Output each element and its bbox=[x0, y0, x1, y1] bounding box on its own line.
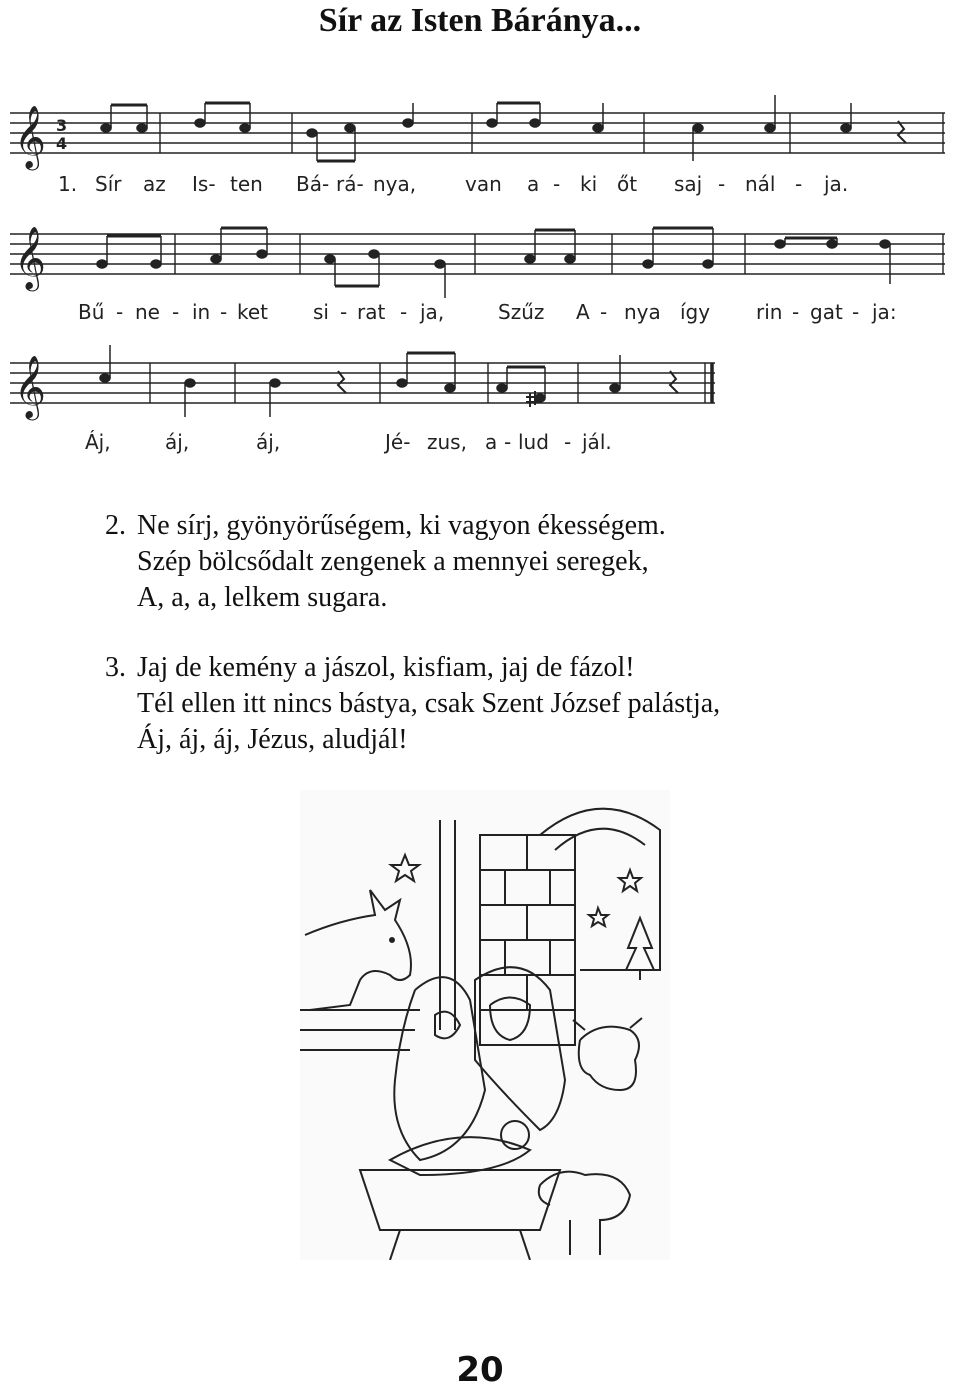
syllable: Szűz bbox=[498, 300, 545, 324]
syllable: Is- bbox=[192, 172, 216, 196]
syllable: nya, bbox=[373, 172, 417, 196]
verse-2-number: 2. bbox=[105, 510, 126, 541]
svg-text:3: 3 bbox=[56, 116, 68, 135]
verse-2-line-1: 2. Ne sírj, gyönyörűségem, ki vagyon ékességem. bbox=[105, 508, 666, 544]
verse-2-line-2: Szép bölcsődalt zengenek a mennyei seregek, bbox=[137, 546, 649, 577]
lyrics-line-3 bbox=[0, 430, 960, 456]
verse-2-line-3: A, a, a, lelkem sugara. bbox=[137, 582, 388, 613]
music-staff-3 bbox=[10, 345, 730, 425]
syllable: nál bbox=[745, 172, 776, 196]
verse-3-line-1: 3. Jaj de kemény a jászol, kisfiam, jaj de fázol! bbox=[105, 650, 720, 686]
syllable: rá- bbox=[336, 172, 364, 196]
svg-text:4: 4 bbox=[56, 134, 68, 153]
syllable: ne bbox=[135, 300, 160, 324]
syllable: gat bbox=[810, 300, 843, 324]
syllable: ja: bbox=[872, 300, 897, 324]
syllable: jál. bbox=[582, 430, 612, 454]
syllable: ten bbox=[230, 172, 263, 196]
nativity-illustration bbox=[300, 790, 670, 1265]
syllable: az bbox=[143, 172, 166, 196]
syllable: si bbox=[313, 300, 329, 324]
syllable: rat bbox=[357, 300, 386, 324]
syllable: saj bbox=[674, 172, 703, 196]
verse-3-line-2: Tél ellen itt nincs bástya, csak Szent József palástja, bbox=[137, 688, 721, 719]
syllable: - bbox=[220, 300, 228, 324]
syllable: rin bbox=[756, 300, 783, 324]
syllable: - bbox=[400, 300, 408, 324]
syllable: Áj, bbox=[85, 430, 111, 454]
syllable: - bbox=[795, 172, 803, 196]
syllable: in bbox=[192, 300, 211, 324]
syllable: őt bbox=[617, 172, 638, 196]
music-staff-1 bbox=[10, 95, 950, 175]
syllable: - bbox=[340, 300, 348, 324]
syllable: lud bbox=[518, 430, 549, 454]
lyrics-line-1 bbox=[0, 172, 960, 198]
syllable: zus, bbox=[427, 430, 467, 454]
syllable: áj, bbox=[165, 430, 190, 454]
syllable: nya bbox=[624, 300, 661, 324]
syllable: a bbox=[527, 172, 540, 196]
syllable: - bbox=[172, 300, 180, 324]
syllable: - bbox=[792, 300, 800, 324]
syllable: ja. bbox=[824, 172, 849, 196]
lyrics-line-2 bbox=[0, 300, 960, 326]
syllable: áj, bbox=[256, 430, 281, 454]
syllable: van bbox=[465, 172, 502, 196]
verse-3-line-3: Áj, áj, áj, Jézus, aludjál! bbox=[137, 724, 408, 755]
svg-text:𝄞: 𝄞 bbox=[14, 355, 46, 418]
syllable: a bbox=[485, 430, 498, 454]
verse-2 bbox=[105, 508, 666, 616]
verse-3 bbox=[105, 650, 720, 758]
svg-text:𝄞: 𝄞 bbox=[14, 105, 46, 168]
syllable: ja, bbox=[420, 300, 445, 324]
verse-3-number: 3. bbox=[105, 652, 126, 683]
syllable: Jé- bbox=[385, 430, 411, 454]
syllable: A bbox=[576, 300, 590, 324]
syllable: ki bbox=[580, 172, 598, 196]
page-number: 20 bbox=[456, 1350, 504, 1390]
syllable: - bbox=[564, 430, 572, 454]
syllable: ket bbox=[237, 300, 269, 324]
syllable: Bű bbox=[78, 300, 105, 324]
syllable: így bbox=[680, 300, 711, 324]
syllable: Sír bbox=[95, 172, 122, 196]
page-title: Sír az Isten Báránya... bbox=[318, 2, 642, 39]
syllable: - bbox=[852, 300, 860, 324]
syllable: - bbox=[504, 430, 512, 454]
syllable: - bbox=[718, 172, 726, 196]
music-staff-2 bbox=[10, 218, 950, 298]
syllable: Bá- bbox=[296, 172, 330, 196]
syllable: - bbox=[600, 300, 608, 324]
syllable: - bbox=[116, 300, 124, 324]
svg-text:𝄞: 𝄞 bbox=[14, 226, 46, 289]
verse-number-1: 1. bbox=[58, 172, 78, 196]
syllable: - bbox=[553, 172, 561, 196]
